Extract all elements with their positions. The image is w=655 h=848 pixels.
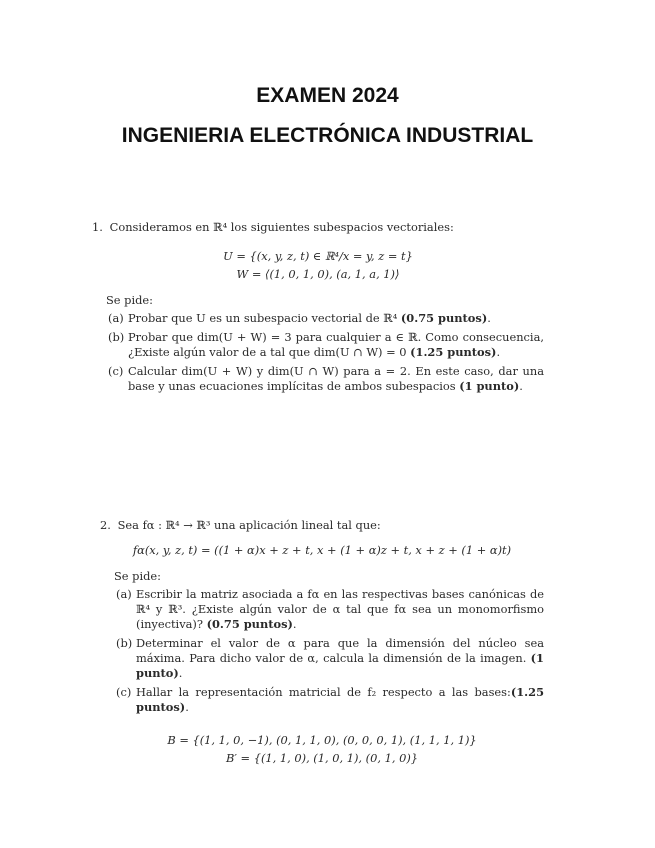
part-label: (c) bbox=[108, 364, 124, 378]
part-points: (1 punto) bbox=[136, 651, 544, 680]
part-points: (0.75 puntos) bbox=[206, 617, 293, 631]
question-number: 1. bbox=[92, 220, 103, 234]
part-b bbox=[116, 636, 544, 681]
part-tail: . bbox=[487, 311, 491, 325]
part-tail: . bbox=[519, 379, 523, 393]
part-points: (1 punto) bbox=[459, 379, 520, 393]
part-text: Determinar el valor de α para que la dimensión del núcleo sea máxima. Para dicho valor de α, calcula la dimensión de la imagen. bbox=[136, 636, 544, 665]
part-points: (1.25 puntos) bbox=[410, 345, 497, 359]
se-pide-label: Se pide: bbox=[114, 569, 161, 583]
part-label: (c) bbox=[116, 685, 132, 699]
question-number: 2. bbox=[100, 518, 111, 532]
equation-w: W = ⟨(1, 0, 1, 0), (a, 1, a, 1)⟩ bbox=[236, 267, 400, 281]
equation-f-alpha: fα(x, y, z, t) = ((1 + α)x + z + t, x + (1 + α)z + t, x + z + (1 + α)t) bbox=[132, 543, 512, 557]
part-points: (1.25 puntos) bbox=[136, 685, 544, 714]
basis-b-prime: B′ = {(1, 1, 0), (1, 0, 1), (0, 1, 0)} bbox=[225, 751, 419, 765]
part-tail: . bbox=[185, 700, 189, 714]
question-statement: Sea fα : ℝ⁴ → ℝ³ una aplicación lineal tal que: bbox=[117, 518, 381, 532]
part-text: Escribir la matriz asociada a fα en las respectivas bases canónicas de ℝ⁴ y ℝ³. ¿Existe algún valor de α tal que fα sea un monomorfismo (inyectiva)? bbox=[136, 587, 544, 631]
part-label: (b) bbox=[116, 636, 133, 650]
part-label: (b) bbox=[108, 330, 125, 344]
part-a bbox=[116, 587, 544, 632]
se-pide-label: Se pide: bbox=[106, 293, 153, 307]
part-b bbox=[108, 330, 544, 360]
exam-subtitle: INGENIERIA ELECTRÓNICA INDUSTRIAL bbox=[121, 124, 534, 147]
part-tail: . bbox=[178, 666, 183, 680]
part-text: Hallar la representación matricial de f₂ respecto a las bases: bbox=[136, 685, 511, 699]
part-a bbox=[108, 311, 544, 326]
part-points: (0.75 puntos) bbox=[400, 311, 488, 325]
part-c bbox=[116, 685, 544, 715]
question-1-lead bbox=[92, 220, 544, 235]
question-2 bbox=[100, 518, 544, 767]
part-label: (a) bbox=[108, 311, 124, 325]
part-tail: . bbox=[292, 617, 297, 631]
part-text: Probar que U es un subespacio vectorial de ℝ⁴ bbox=[128, 311, 398, 325]
question-1 bbox=[92, 220, 544, 398]
equation-u: U = {(x, y, z, t) ∈ ℝ⁴/x = y, z = t} bbox=[223, 249, 413, 263]
part-text: Calcular dim(U + W) y dim(U ∩ W) para a = 2. En este caso, dar una base y unas ecuaciones implícitas de ambos subespacios bbox=[128, 364, 544, 393]
part-c bbox=[108, 364, 544, 394]
exam-title: EXAMEN 2024 bbox=[256, 84, 399, 107]
basis-b: B = {(1, 1, 0, −1), (0, 1, 1, 0), (0, 0, 0, 1), (1, 1, 1, 1)} bbox=[167, 733, 477, 747]
part-tail: . bbox=[496, 345, 501, 359]
question-statement: Consideramos en ℝ⁴ los siguientes subespacios vectoriales: bbox=[109, 220, 454, 234]
part-text: Probar que dim(U + W) = 3 para cualquier a ∈ ℝ. Como consecuencia, ¿Existe algún valor de a tal que dim(U ∩ W) = 0 bbox=[128, 330, 544, 359]
question-2-lead bbox=[100, 518, 544, 533]
part-label: (a) bbox=[116, 587, 132, 601]
